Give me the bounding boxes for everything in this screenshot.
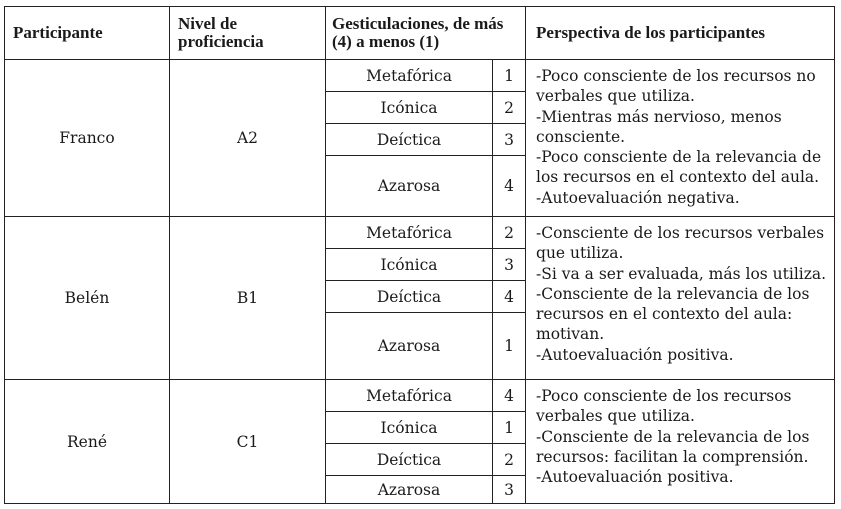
header-perspective: Perspectiva de los participantes: [526, 7, 835, 60]
participant-name: Franco: [5, 60, 170, 217]
perspective-line: -Poco consciente de la relevancia de los recursos en el contexto del aula.: [536, 148, 822, 187]
gesture-type: Metafórica: [326, 217, 493, 249]
table-row: [5, 60, 835, 92]
gesture-rank: 3: [493, 124, 526, 156]
participants-table: [4, 6, 835, 504]
perspective-line: -Si va a ser evaluada, más los utiliza.: [536, 264, 827, 283]
gesture-type: Deíctica: [326, 281, 493, 313]
gesture-rank: 4: [493, 380, 526, 412]
gesture-type: Icónica: [326, 92, 493, 124]
participant-perspective: [526, 60, 835, 217]
gesture-rank: 2: [493, 92, 526, 124]
participant-perspective: [526, 217, 835, 380]
proficiency-level: B1: [170, 217, 326, 380]
perspective-line: -Autoevaluación positiva.: [536, 345, 734, 364]
table-row: [5, 217, 835, 249]
gesture-rank: 1: [493, 412, 526, 444]
perspective-line: -Autoevaluación negativa.: [536, 188, 740, 207]
gesture-rank: 3: [493, 476, 526, 504]
gesture-type: Icónica: [326, 412, 493, 444]
gesture-type: Deíctica: [326, 444, 493, 476]
proficiency-level: C1: [170, 380, 326, 504]
gesture-type: Deíctica: [326, 124, 493, 156]
participant-name: René: [5, 380, 170, 504]
perspective-line: -Poco consciente de los recursos verbales que utiliza.: [536, 387, 792, 426]
gesture-type: Icónica: [326, 249, 493, 281]
gesture-type: Azarosa: [326, 156, 493, 217]
gesture-rank: 2: [493, 444, 526, 476]
gesture-rank: 2: [493, 217, 526, 249]
gesture-type: Azarosa: [326, 313, 493, 380]
perspective-line: -Consciente de la relevancia de los recursos: facilitan la comprensión.: [536, 427, 810, 466]
gesture-type: Metafórica: [326, 380, 493, 412]
table-row: [5, 380, 835, 412]
gesture-rank: 1: [493, 313, 526, 380]
gesture-rank: 1: [493, 60, 526, 92]
perspective-line: -Autoevaluación positiva.: [536, 468, 734, 487]
header-level: Nivel de proficiencia: [170, 7, 326, 60]
gesture-rank: 4: [493, 281, 526, 313]
perspective-line: -Poco consciente de los recursos no verbales que utiliza.: [536, 67, 816, 106]
header-row: [5, 7, 835, 60]
perspective-line: -Consciente de la relevancia de los recursos en el contexto del aula: motivan.: [536, 284, 810, 344]
proficiency-level: A2: [170, 60, 326, 217]
perspective-line: -Consciente de los recursos verbales que utiliza.: [536, 224, 825, 263]
gesture-type: Azarosa: [326, 476, 493, 504]
perspective-line: -Mientras más nervioso, menos consciente.: [536, 107, 782, 146]
participant-name: Belén: [5, 217, 170, 380]
gesture-rank: 4: [493, 156, 526, 217]
gesture-type: Metafórica: [326, 60, 493, 92]
participant-perspective: [526, 380, 835, 504]
header-participant: Participante: [5, 7, 170, 60]
gesture-rank: 3: [493, 249, 526, 281]
header-gestures: Gesticulaciones, de más (4) a menos (1): [326, 7, 526, 60]
